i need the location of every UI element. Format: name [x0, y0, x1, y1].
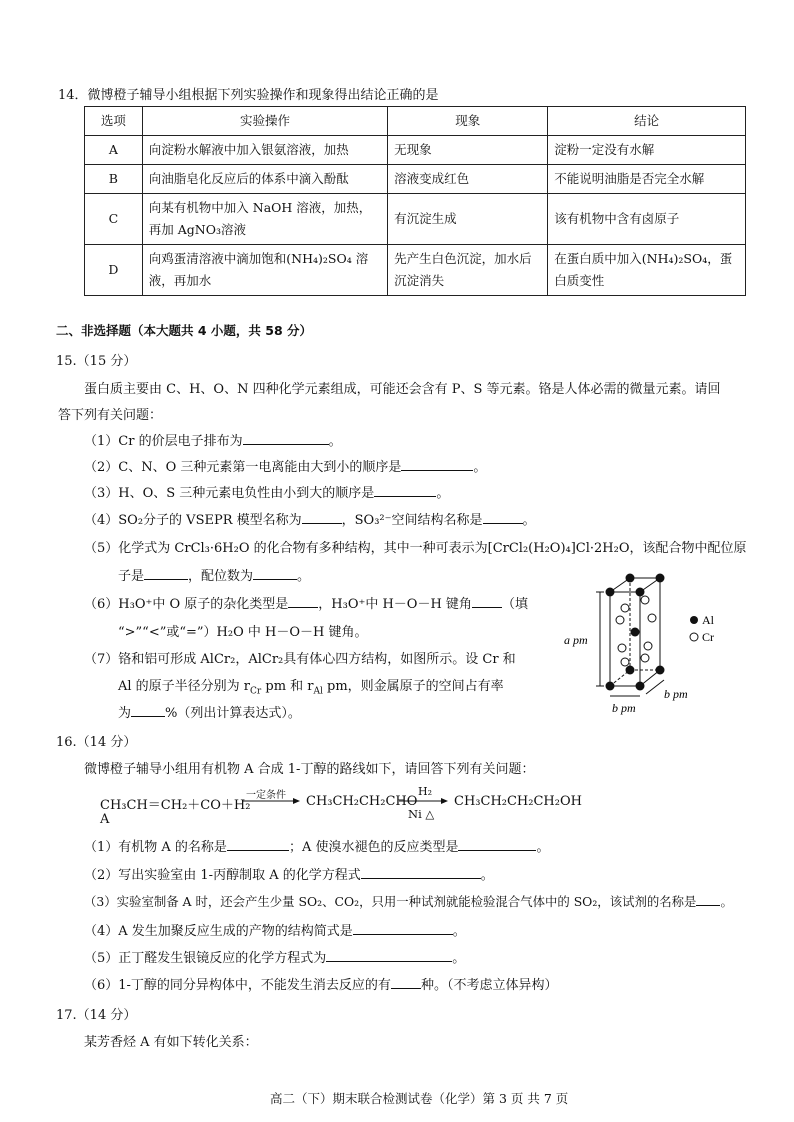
- period: 。: [297, 569, 311, 584]
- cell-operation: 向鸡蛋清溶液中滴加饱和(NH₄)₂SO₄ 溶液，再加水: [142, 245, 387, 296]
- route-product: CH₃CH₂CH₂CH₂OH: [454, 794, 582, 809]
- cell-phenomenon: 无现象: [388, 136, 548, 165]
- q15-part6-line1: [84, 593, 528, 612]
- q16-part5-text: （5）正丁醛发生银镜反应的化学方程式为: [84, 951, 327, 966]
- period: 。: [452, 924, 466, 939]
- header-operation: 实验操作: [142, 107, 387, 136]
- q15-part6-text-a: （6）H₃O⁺中 O 原子的杂化类型是: [84, 597, 289, 612]
- answer-blank[interactable]: [353, 922, 453, 935]
- q15-part1: [84, 430, 342, 449]
- cell-option: B: [85, 165, 143, 194]
- q15-part6-text-b: ，H₃O⁺中 H－O－H 键角: [318, 597, 472, 612]
- answer-blank[interactable]: [483, 511, 523, 524]
- answer-blank[interactable]: [131, 704, 165, 717]
- answer-blank[interactable]: [458, 838, 536, 851]
- answer-blank[interactable]: [302, 511, 342, 524]
- route-condition-2-bottom: Ni △: [408, 807, 435, 821]
- arrow-icon: [243, 796, 301, 806]
- q16-part1: [84, 836, 549, 855]
- q15-part5-line1: （5）化学式为 CrCl₃·6H₂O 的化合物有多种结构，其中一种可表示为[CrCl₂(H₂O)₄]Cl·2H₂O，该配合物中配位原: [84, 541, 747, 556]
- q15-part7-line3: [118, 702, 301, 721]
- cell-conclusion: 不能说明油脂是否完全水解: [548, 165, 746, 194]
- q15-part5-text-b: 子是: [118, 569, 145, 584]
- answer-blank[interactable]: [472, 595, 502, 608]
- cell-conclusion: 在蛋白质中加入(NH₄)₂SO₄，蛋白质变性: [548, 245, 746, 296]
- q16-part6-text-a: （6）1-丁醇的同分异构体中，不能发生消去反应的有: [84, 978, 391, 993]
- q16-intro: 微博橙子辅导小组用有机物 A 合成 1-丁醇的路线如下，请回答下列有关问题：: [84, 762, 535, 777]
- q15-intro-line2: 答下列有关问题：: [58, 408, 163, 423]
- q15-part4-text-b: ，SO₃²⁻空间结构名称是: [341, 513, 483, 528]
- table-header-row: [85, 107, 746, 136]
- period: 。: [720, 894, 733, 909]
- q16-part1-text-b: ；A 使溴水褪色的反应类型是: [288, 840, 459, 855]
- q15-part3-text: （3）H、O、S 三种元素电负性由小到大的顺序是: [84, 486, 375, 501]
- q15-part5-text-c: ，配位数为: [188, 569, 254, 584]
- arrow-icon: [399, 796, 449, 806]
- q15-part5-line2: [118, 565, 310, 584]
- answer-blank[interactable]: [288, 595, 318, 608]
- table-row: [85, 194, 746, 245]
- answer-blank[interactable]: [253, 567, 297, 580]
- q16-part6-text-b: 种。（不考虑立体异构）: [420, 978, 558, 993]
- cell-option: D: [85, 245, 143, 296]
- period: 。: [480, 868, 494, 883]
- question-17-head: 17.（14 分）: [56, 1008, 137, 1023]
- route-intermediate: CH₃CH₂CH₂CHO: [306, 794, 418, 809]
- q15-part2-text: （2）C、N、O 三种元素第一电离能由大到小的顺序是: [84, 460, 402, 475]
- answer-blank[interactable]: [374, 484, 436, 497]
- q15-part7-text-d: %（列出计算表达式）。: [165, 706, 301, 721]
- q15-part2: [84, 456, 486, 475]
- period: 。: [452, 951, 466, 966]
- subscript-al: Al: [313, 686, 323, 697]
- table-row: [85, 245, 746, 296]
- answer-blank[interactable]: [227, 838, 289, 851]
- q15-part6-line2: “>”“<”或“=”）H₂O 中 H－O－H 键角。: [118, 625, 368, 640]
- alcr2-unit-cell-figure: [560, 570, 740, 720]
- answer-blank[interactable]: [696, 893, 720, 906]
- legend-cr-label: Cr: [702, 630, 714, 644]
- period: 。: [536, 840, 550, 855]
- q15-part7-text-b3: pm，则金属原子的空间占有率: [322, 679, 504, 694]
- header-conclusion: 结论: [548, 107, 746, 136]
- question-16-head: 16.（14 分）: [56, 735, 137, 750]
- q16-part4: [84, 920, 466, 939]
- cell-phenomenon: 有沉淀生成: [388, 194, 548, 245]
- question-14-stem: 14．微博橙子辅导小组根据下列实验操作和现象得出结论正确的是: [58, 88, 439, 103]
- q17-intro: 某芳香烃 A 有如下转化关系：: [84, 1035, 258, 1050]
- cell-operation: 向油脂皂化反应后的体系中滴入酚酞: [142, 165, 387, 194]
- route-condition-1: 一定条件: [246, 790, 286, 801]
- cell-option: C: [85, 194, 143, 245]
- q16-part3: [84, 892, 733, 910]
- dimension-a-label: a pm: [564, 633, 588, 647]
- dimension-b-side-label: b pm: [664, 687, 688, 701]
- table-row: [85, 136, 746, 165]
- answer-blank[interactable]: [144, 567, 188, 580]
- section-heading: 二、非选择题（本大题共 4 小题，共 58 分）: [56, 323, 313, 338]
- answer-blank[interactable]: [401, 458, 473, 471]
- q15-part4-text-a: （4）SO₂分子的 VSEPR 模型名称为: [84, 513, 302, 528]
- cell-conclusion: 淀粉一定没有水解: [548, 136, 746, 165]
- subscript-cr: Cr: [250, 686, 262, 697]
- q15-part1-text: （1）Cr 的价层电子排布为: [84, 434, 243, 449]
- options-table: [84, 106, 746, 296]
- q16-part2: [84, 864, 494, 883]
- q16-part6: [84, 974, 557, 993]
- table-row: [85, 165, 746, 194]
- cell-operation: 向某有机物中加入 NaOH 溶液，加热，再加 AgNO₃溶液: [142, 194, 387, 245]
- period: 。: [522, 513, 536, 528]
- answer-blank[interactable]: [361, 866, 481, 879]
- period: 。: [473, 460, 487, 475]
- cell-conclusion: 该有机物中含有卤原子: [548, 194, 746, 245]
- route-condition-2-top: H₂: [418, 785, 433, 798]
- q15-part7-line2: [118, 675, 504, 697]
- cell-phenomenon: 先产生白色沉淀，加水后沉淀消失: [388, 245, 548, 296]
- q15-part7-line1: （7）铬和铝可形成 AlCr₂，AlCr₂具有体心四方结构，如图所示。设 Cr 和: [84, 652, 516, 667]
- question-15-head: 15.（15 分）: [56, 354, 137, 369]
- q15-part6-text-c: （填: [501, 597, 528, 612]
- q15-part3: [84, 482, 449, 501]
- cell-phenomenon: 溶液变成红色: [388, 165, 548, 194]
- answer-blank[interactable]: [243, 432, 329, 445]
- header-option: 选项: [85, 107, 143, 136]
- answer-blank[interactable]: [391, 976, 421, 989]
- q15-part7-text-b2: pm 和 r: [261, 679, 314, 694]
- q16-part2-text: （2）写出实验室由 1-丙醇制取 A 的化学方程式: [84, 868, 361, 883]
- answer-blank[interactable]: [326, 949, 452, 962]
- q16-part1-text-a: （1）有机物 A 的名称是: [84, 840, 227, 855]
- q16-part5: [84, 947, 465, 966]
- q16-part3-text: （3）实验室制备 A 时，还会产生少量 SO₂、CO₂，只用一种试剂就能检验混合气体中的 SO₂，该试剂的名称是: [84, 894, 697, 909]
- period: 。: [436, 486, 450, 501]
- route-reactant: CH₃CH＝CH₂＋CO＋H₂: [100, 798, 251, 813]
- q16-part4-text: （4）A 发生加聚反应生成的产物的结构简式是: [84, 924, 353, 939]
- route-label-a: A: [100, 812, 110, 827]
- q15-part7-text-b: Al 的原子半径分别为 r: [118, 679, 251, 694]
- legend-al-label: Al: [702, 613, 714, 627]
- q15-part7-text-c: 为: [118, 706, 132, 721]
- page-footer: 高二（下）期末联合检测试卷（化学）第 3 页 共 7 页: [270, 1091, 569, 1106]
- header-phenomenon: 现象: [388, 107, 548, 136]
- cell-option: A: [85, 136, 143, 165]
- q15-part4: [84, 509, 536, 528]
- dimension-b-bottom-label: b pm: [612, 701, 636, 715]
- period: 。: [328, 434, 342, 449]
- q15-intro-line1: 蛋白质主要由 C、H、O、N 四种化学元素组成，可能还会含有 P、S 等元素。铬是人体必需的微量元素。请回: [84, 382, 721, 397]
- cell-operation: 向淀粉水解液中加入银氨溶液，加热: [142, 136, 387, 165]
